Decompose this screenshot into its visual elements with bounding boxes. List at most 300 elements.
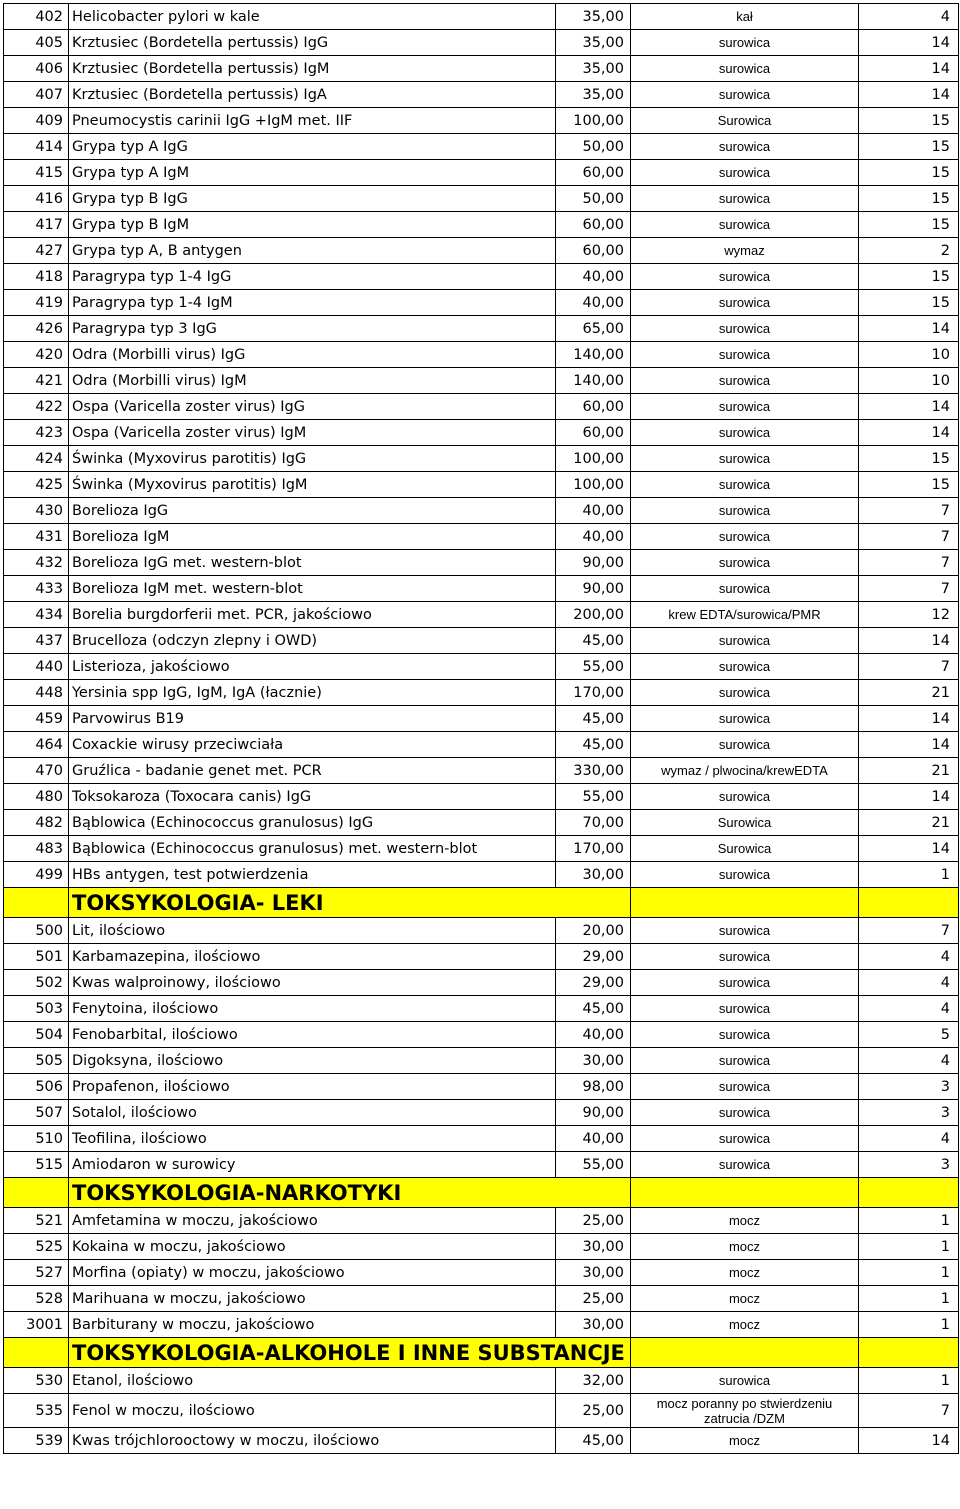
- material-cell: surowica: [631, 394, 859, 420]
- section-header-row: [4, 1178, 959, 1208]
- price-cell: 170,00: [556, 680, 631, 706]
- test-name-cell: Marihuana w moczu, jakościowo: [69, 1286, 556, 1312]
- section-blank-cell: [859, 1178, 959, 1208]
- turnaround-days-cell: 15: [859, 290, 959, 316]
- test-code-cell: 500: [4, 918, 69, 944]
- material-cell: mocz: [631, 1260, 859, 1286]
- section-blank-cell: [4, 1178, 69, 1208]
- test-code-cell: 430: [4, 498, 69, 524]
- material-cell: surowica: [631, 628, 859, 654]
- price-cell: 50,00: [556, 134, 631, 160]
- test-name-cell: Paragrypa typ 1-4 IgM: [69, 290, 556, 316]
- turnaround-days-cell: 7: [859, 524, 959, 550]
- turnaround-days-cell: 1: [859, 1260, 959, 1286]
- table-row: [4, 550, 959, 576]
- material-cell: surowica: [631, 732, 859, 758]
- turnaround-days-cell: 14: [859, 784, 959, 810]
- turnaround-days-cell: 7: [859, 918, 959, 944]
- test-code-cell: 507: [4, 1100, 69, 1126]
- test-code-cell: 420: [4, 342, 69, 368]
- price-cell: 45,00: [556, 996, 631, 1022]
- turnaround-days-cell: 1: [859, 1208, 959, 1234]
- turnaround-days-cell: 1: [859, 862, 959, 888]
- table-row: [4, 758, 959, 784]
- table-row: [4, 576, 959, 602]
- test-code-cell: 417: [4, 212, 69, 238]
- price-cell: 35,00: [556, 4, 631, 30]
- material-cell: mocz: [631, 1208, 859, 1234]
- material-cell: surowica: [631, 654, 859, 680]
- turnaround-days-cell: 10: [859, 368, 959, 394]
- turnaround-days-cell: 1: [859, 1368, 959, 1394]
- turnaround-days-cell: 14: [859, 56, 959, 82]
- material-cell: surowica: [631, 1100, 859, 1126]
- section-blank-cell: [859, 888, 959, 918]
- material-cell: surowica: [631, 576, 859, 602]
- price-cell: 60,00: [556, 212, 631, 238]
- table-row: [4, 1234, 959, 1260]
- test-name-cell: Fenol w moczu, ilościowo: [69, 1394, 556, 1428]
- turnaround-days-cell: 21: [859, 758, 959, 784]
- price-cell: 30,00: [556, 1234, 631, 1260]
- test-code-cell: 502: [4, 970, 69, 996]
- material-cell: surowica: [631, 1126, 859, 1152]
- test-name-cell: Etanol, ilościowo: [69, 1368, 556, 1394]
- material-cell: Surowica: [631, 108, 859, 134]
- test-code-cell: 407: [4, 82, 69, 108]
- test-name-cell: Kwas trójchlorooctowy w moczu, ilościowo: [69, 1428, 556, 1454]
- table-row: [4, 996, 959, 1022]
- turnaround-days-cell: 1: [859, 1312, 959, 1338]
- price-cell: 90,00: [556, 576, 631, 602]
- test-code-cell: 470: [4, 758, 69, 784]
- test-code-cell: 437: [4, 628, 69, 654]
- material-cell: surowica: [631, 264, 859, 290]
- turnaround-days-cell: 3: [859, 1152, 959, 1178]
- turnaround-days-cell: 15: [859, 134, 959, 160]
- turnaround-days-cell: 1: [859, 1234, 959, 1260]
- turnaround-days-cell: 2: [859, 238, 959, 264]
- test-name-cell: Grypa typ B IgM: [69, 212, 556, 238]
- material-cell: surowica: [631, 56, 859, 82]
- test-code-cell: 510: [4, 1126, 69, 1152]
- table-row: [4, 498, 959, 524]
- test-name-cell: Fenytoina, ilościowo: [69, 996, 556, 1022]
- material-cell: surowica: [631, 316, 859, 342]
- material-cell: surowica: [631, 160, 859, 186]
- test-name-cell: Borelioza IgG met. western-blot: [69, 550, 556, 576]
- price-cell: 170,00: [556, 836, 631, 862]
- turnaround-days-cell: 4: [859, 970, 959, 996]
- section-blank-cell: [4, 1338, 69, 1368]
- test-name-cell: Morfina (opiaty) w moczu, jakościowo: [69, 1260, 556, 1286]
- table-row: [4, 1126, 959, 1152]
- test-code-cell: 506: [4, 1074, 69, 1100]
- price-cell: 100,00: [556, 108, 631, 134]
- material-cell: surowica: [631, 134, 859, 160]
- test-code-cell: 480: [4, 784, 69, 810]
- test-name-cell: Krztusiec (Bordetella pertussis) IgA: [69, 82, 556, 108]
- turnaround-days-cell: 21: [859, 680, 959, 706]
- table-row: [4, 82, 959, 108]
- test-name-cell: Amfetamina w moczu, jakościowo: [69, 1208, 556, 1234]
- material-cell: surowica: [631, 970, 859, 996]
- test-code-cell: 418: [4, 264, 69, 290]
- test-code-cell: 425: [4, 472, 69, 498]
- price-cell: 100,00: [556, 446, 631, 472]
- test-code-cell: 528: [4, 1286, 69, 1312]
- material-cell: mocz: [631, 1428, 859, 1454]
- test-code-cell: 539: [4, 1428, 69, 1454]
- test-code-cell: 448: [4, 680, 69, 706]
- test-name-cell: Grypa typ A IgG: [69, 134, 556, 160]
- table-row: [4, 186, 959, 212]
- test-name-cell: Fenobarbital, ilościowo: [69, 1022, 556, 1048]
- price-cell: 25,00: [556, 1208, 631, 1234]
- test-code-cell: 427: [4, 238, 69, 264]
- material-cell: surowica: [631, 706, 859, 732]
- turnaround-days-cell: 15: [859, 264, 959, 290]
- test-name-cell: HBs antygen, test potwierdzenia: [69, 862, 556, 888]
- turnaround-days-cell: 21: [859, 810, 959, 836]
- turnaround-days-cell: 15: [859, 160, 959, 186]
- test-name-cell: Odra (Morbilli virus) IgM: [69, 368, 556, 394]
- test-name-cell: Świnka (Myxovirus parotitis) IgM: [69, 472, 556, 498]
- price-cell: 32,00: [556, 1368, 631, 1394]
- material-cell: mocz poranny po stwierdzeniu zatrucia /DZM: [631, 1394, 859, 1428]
- turnaround-days-cell: 14: [859, 836, 959, 862]
- price-cell: 40,00: [556, 1022, 631, 1048]
- material-cell: surowica: [631, 550, 859, 576]
- turnaround-days-cell: 7: [859, 1394, 959, 1428]
- test-name-cell: Parvowirus B19: [69, 706, 556, 732]
- test-code-cell: 419: [4, 290, 69, 316]
- price-cell: 90,00: [556, 1100, 631, 1126]
- price-cell: 45,00: [556, 706, 631, 732]
- material-cell: surowica: [631, 1152, 859, 1178]
- material-cell: surowica: [631, 1368, 859, 1394]
- section-blank-cell: [4, 888, 69, 918]
- material-cell: mocz: [631, 1234, 859, 1260]
- material-cell: surowica: [631, 862, 859, 888]
- price-cell: 25,00: [556, 1394, 631, 1428]
- table-row: [4, 680, 959, 706]
- material-cell: surowica: [631, 82, 859, 108]
- table-row: [4, 30, 959, 56]
- turnaround-days-cell: 14: [859, 394, 959, 420]
- price-cell: 45,00: [556, 732, 631, 758]
- material-cell: surowica: [631, 342, 859, 368]
- table-row: [4, 4, 959, 30]
- test-name-cell: Ospa (Varicella zoster virus) IgG: [69, 394, 556, 420]
- test-name-cell: Helicobacter pylori w kale: [69, 4, 556, 30]
- price-cell: 45,00: [556, 628, 631, 654]
- table-row: [4, 918, 959, 944]
- price-cell: 60,00: [556, 160, 631, 186]
- price-cell: 45,00: [556, 1428, 631, 1454]
- table-row: [4, 836, 959, 862]
- material-cell: surowica: [631, 784, 859, 810]
- price-cell: 30,00: [556, 1048, 631, 1074]
- turnaround-days-cell: 14: [859, 1428, 959, 1454]
- material-cell: surowica: [631, 918, 859, 944]
- test-code-cell: 503: [4, 996, 69, 1022]
- material-cell: Surowica: [631, 810, 859, 836]
- turnaround-days-cell: 4: [859, 1048, 959, 1074]
- test-code-cell: 434: [4, 602, 69, 628]
- table-row: [4, 134, 959, 160]
- material-cell: surowica: [631, 498, 859, 524]
- table-row: [4, 1100, 959, 1126]
- section-blank-cell: [631, 888, 859, 918]
- price-cell: 40,00: [556, 264, 631, 290]
- test-name-cell: Lit, ilościowo: [69, 918, 556, 944]
- table-row: [4, 290, 959, 316]
- price-cell: 55,00: [556, 784, 631, 810]
- test-code-cell: 505: [4, 1048, 69, 1074]
- test-code-cell: 440: [4, 654, 69, 680]
- price-cell: 50,00: [556, 186, 631, 212]
- price-cell: 140,00: [556, 368, 631, 394]
- table-row: [4, 316, 959, 342]
- turnaround-days-cell: 15: [859, 446, 959, 472]
- price-cell: 330,00: [556, 758, 631, 784]
- table-row: [4, 1428, 959, 1454]
- test-code-cell: 530: [4, 1368, 69, 1394]
- price-cell: 40,00: [556, 290, 631, 316]
- test-name-cell: Digoksyna, ilościowo: [69, 1048, 556, 1074]
- price-cell: 65,00: [556, 316, 631, 342]
- table-row: [4, 368, 959, 394]
- table-row: [4, 56, 959, 82]
- table-row: [4, 1074, 959, 1100]
- turnaround-days-cell: 15: [859, 472, 959, 498]
- turnaround-days-cell: 15: [859, 108, 959, 134]
- material-cell: wymaz: [631, 238, 859, 264]
- table-row: [4, 654, 959, 680]
- test-code-cell: 405: [4, 30, 69, 56]
- price-cell: 200,00: [556, 602, 631, 628]
- price-cell: 40,00: [556, 524, 631, 550]
- test-code-cell: 416: [4, 186, 69, 212]
- table-row: [4, 970, 959, 996]
- table-row: [4, 602, 959, 628]
- table-row: [4, 628, 959, 654]
- test-code-cell: 535: [4, 1394, 69, 1428]
- price-cell: 40,00: [556, 498, 631, 524]
- test-code-cell: 426: [4, 316, 69, 342]
- test-code-cell: 525: [4, 1234, 69, 1260]
- price-cell: 30,00: [556, 862, 631, 888]
- test-code-cell: 406: [4, 56, 69, 82]
- table-row: [4, 160, 959, 186]
- turnaround-days-cell: 7: [859, 576, 959, 602]
- price-cell: 30,00: [556, 1260, 631, 1286]
- price-cell: 60,00: [556, 394, 631, 420]
- turnaround-days-cell: 14: [859, 628, 959, 654]
- turnaround-days-cell: 14: [859, 732, 959, 758]
- price-cell: 70,00: [556, 810, 631, 836]
- table-row: [4, 1208, 959, 1234]
- test-name-cell: Krztusiec (Bordetella pertussis) IgM: [69, 56, 556, 82]
- turnaround-days-cell: 14: [859, 316, 959, 342]
- test-name-cell: Kokaina w moczu, jakościowo: [69, 1234, 556, 1260]
- turnaround-days-cell: 10: [859, 342, 959, 368]
- test-name-cell: Świnka (Myxovirus parotitis) IgG: [69, 446, 556, 472]
- test-name-cell: Coxackie wirusy przeciwciała: [69, 732, 556, 758]
- test-code-cell: 515: [4, 1152, 69, 1178]
- table-row: [4, 706, 959, 732]
- test-name-cell: Barbiturany w moczu, jakościowo: [69, 1312, 556, 1338]
- price-cell: 60,00: [556, 238, 631, 264]
- price-cell: 35,00: [556, 82, 631, 108]
- turnaround-days-cell: 4: [859, 1126, 959, 1152]
- price-cell: 35,00: [556, 30, 631, 56]
- test-name-cell: Borelioza IgM: [69, 524, 556, 550]
- test-name-cell: Paragrypa typ 1-4 IgG: [69, 264, 556, 290]
- table-row: [4, 446, 959, 472]
- test-name-cell: Gruźlica - badanie genet met. PCR: [69, 758, 556, 784]
- test-name-cell: Teofilina, ilościowo: [69, 1126, 556, 1152]
- turnaround-days-cell: 1: [859, 1286, 959, 1312]
- material-cell: surowica: [631, 944, 859, 970]
- price-cell: 25,00: [556, 1286, 631, 1312]
- material-cell: surowica: [631, 290, 859, 316]
- table-row: [4, 1312, 959, 1338]
- turnaround-days-cell: 3: [859, 1100, 959, 1126]
- turnaround-days-cell: 7: [859, 654, 959, 680]
- section-title: TOKSYKOLOGIA-NARKOTYKI: [69, 1178, 631, 1208]
- price-cell: 55,00: [556, 654, 631, 680]
- test-name-cell: Ospa (Varicella zoster virus) IgM: [69, 420, 556, 446]
- material-cell: surowica: [631, 680, 859, 706]
- material-cell: kał: [631, 4, 859, 30]
- material-cell: krew EDTA/surowica/PMR: [631, 602, 859, 628]
- price-list-table: [3, 3, 959, 1454]
- table-row: [4, 810, 959, 836]
- test-code-cell: 483: [4, 836, 69, 862]
- test-code-cell: 424: [4, 446, 69, 472]
- test-name-cell: Sotalol, ilościowo: [69, 1100, 556, 1126]
- price-cell: 30,00: [556, 1312, 631, 1338]
- turnaround-days-cell: 14: [859, 30, 959, 56]
- turnaround-days-cell: 4: [859, 944, 959, 970]
- table-row: [4, 1048, 959, 1074]
- test-name-cell: Grypa typ B IgG: [69, 186, 556, 212]
- turnaround-days-cell: 7: [859, 550, 959, 576]
- test-code-cell: 402: [4, 4, 69, 30]
- table-row: [4, 784, 959, 810]
- material-cell: mocz: [631, 1312, 859, 1338]
- price-cell: 40,00: [556, 1126, 631, 1152]
- section-blank-cell: [631, 1178, 859, 1208]
- price-cell: 55,00: [556, 1152, 631, 1178]
- material-cell: surowica: [631, 996, 859, 1022]
- price-cell: 20,00: [556, 918, 631, 944]
- test-name-cell: Yersinia spp IgG, IgM, IgA (łacznie): [69, 680, 556, 706]
- table-row: [4, 342, 959, 368]
- material-cell: surowica: [631, 420, 859, 446]
- test-code-cell: 482: [4, 810, 69, 836]
- test-code-cell: 433: [4, 576, 69, 602]
- table-row: [4, 1260, 959, 1286]
- material-cell: surowica: [631, 1048, 859, 1074]
- price-cell: 35,00: [556, 56, 631, 82]
- test-name-cell: Odra (Morbilli virus) IgG: [69, 342, 556, 368]
- table-row: [4, 862, 959, 888]
- test-code-cell: 421: [4, 368, 69, 394]
- table-row: [4, 238, 959, 264]
- material-cell: surowica: [631, 1074, 859, 1100]
- table-row: [4, 524, 959, 550]
- material-cell: surowica: [631, 472, 859, 498]
- price-cell: 29,00: [556, 970, 631, 996]
- section-title: TOKSYKOLOGIA-ALKOHOLE I INNE SUBSTANCJE: [69, 1338, 631, 1368]
- material-cell: mocz: [631, 1286, 859, 1312]
- test-code-cell: 423: [4, 420, 69, 446]
- test-code-cell: 415: [4, 160, 69, 186]
- turnaround-days-cell: 12: [859, 602, 959, 628]
- test-name-cell: Kwas walproinowy, ilościowo: [69, 970, 556, 996]
- test-name-cell: Krztusiec (Bordetella pertussis) IgG: [69, 30, 556, 56]
- price-cell: 29,00: [556, 944, 631, 970]
- test-name-cell: Propafenon, ilościowo: [69, 1074, 556, 1100]
- material-cell: surowica: [631, 30, 859, 56]
- test-name-cell: Pneumocystis carinii IgG +IgM met. IIF: [69, 108, 556, 134]
- material-cell: surowica: [631, 186, 859, 212]
- table-row: [4, 212, 959, 238]
- price-list-body: [4, 4, 959, 1454]
- test-name-cell: Bąblowica (Echinococcus granulosus) IgG: [69, 810, 556, 836]
- table-row: [4, 420, 959, 446]
- test-name-cell: Borelia burgdorferii met. PCR, jakościowo: [69, 602, 556, 628]
- test-name-cell: Paragrypa typ 3 IgG: [69, 316, 556, 342]
- turnaround-days-cell: 7: [859, 498, 959, 524]
- test-name-cell: Grypa typ A, B antygen: [69, 238, 556, 264]
- price-cell: 140,00: [556, 342, 631, 368]
- test-code-cell: 499: [4, 862, 69, 888]
- price-cell: 98,00: [556, 1074, 631, 1100]
- section-title: TOKSYKOLOGIA- LEKI: [69, 888, 631, 918]
- price-cell: 90,00: [556, 550, 631, 576]
- turnaround-days-cell: 4: [859, 4, 959, 30]
- table-row: [4, 1286, 959, 1312]
- turnaround-days-cell: 15: [859, 186, 959, 212]
- price-cell: 60,00: [556, 420, 631, 446]
- test-code-cell: 431: [4, 524, 69, 550]
- section-header-row: [4, 888, 959, 918]
- test-name-cell: Karbamazepina, ilościowo: [69, 944, 556, 970]
- test-name-cell: Grypa typ A IgM: [69, 160, 556, 186]
- table-row: [4, 944, 959, 970]
- test-name-cell: Toksokaroza (Toxocara canis) IgG: [69, 784, 556, 810]
- table-row: [4, 264, 959, 290]
- turnaround-days-cell: 14: [859, 706, 959, 732]
- material-cell: surowica: [631, 1022, 859, 1048]
- test-code-cell: 501: [4, 944, 69, 970]
- table-row: [4, 394, 959, 420]
- table-row: [4, 108, 959, 134]
- turnaround-days-cell: 4: [859, 996, 959, 1022]
- test-code-cell: 422: [4, 394, 69, 420]
- test-name-cell: Brucelloza (odczyn zlepny i OWD): [69, 628, 556, 654]
- section-blank-cell: [859, 1338, 959, 1368]
- turnaround-days-cell: 15: [859, 212, 959, 238]
- price-cell: 100,00: [556, 472, 631, 498]
- material-cell: surowica: [631, 446, 859, 472]
- material-cell: Surowica: [631, 836, 859, 862]
- test-code-cell: 521: [4, 1208, 69, 1234]
